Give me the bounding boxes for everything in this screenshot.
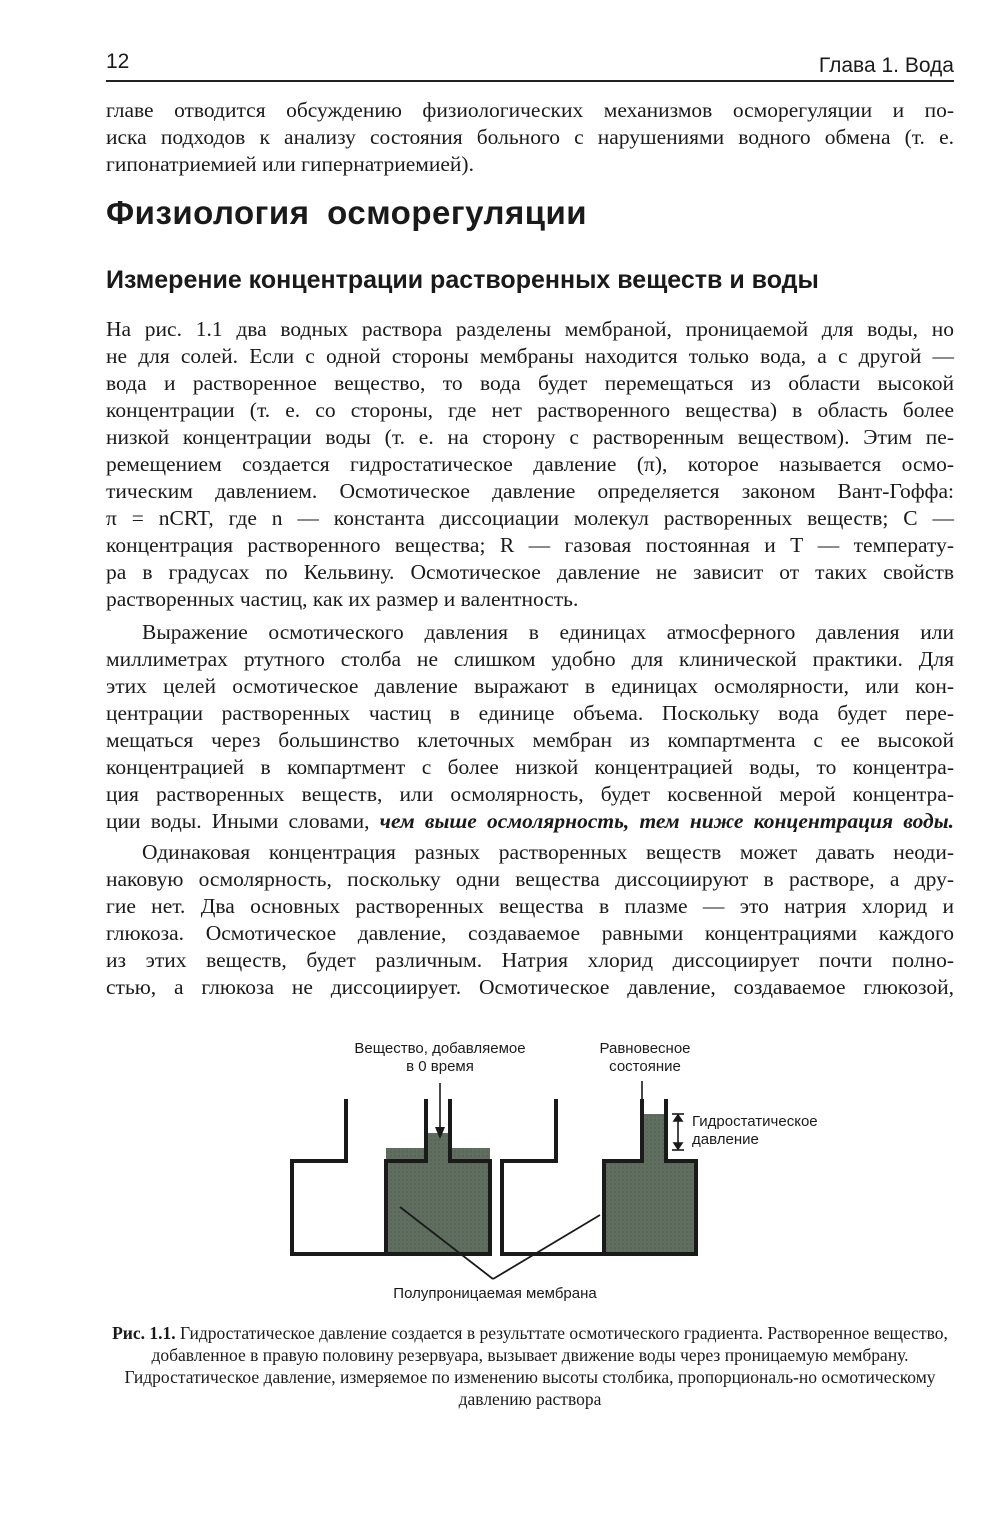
text-line: главе отводится обсуждению физиологических механизмов осморегуляции и по- — [106, 98, 954, 122]
subsection-title: Измерение концентрации растворенных веществ и воды — [106, 266, 819, 294]
reservoir-equilibrium — [502, 1099, 696, 1254]
text-line: мещаться через большинство клеточных мембран из компартмента с ее высокой — [106, 728, 954, 752]
text-line: этих целей осмотическое давление выражают в единицах осмолярности, или кон- — [106, 674, 954, 698]
text-line: гипонатриемией или гипернатриемией). — [106, 152, 474, 176]
label-membrane: Полупроницаемая мембрана — [393, 1285, 597, 1302]
arrow-added-substance — [435, 1083, 445, 1139]
text-line: На рис. 1.1 два водных раствора разделены мембраной, проницаемой для воды, но — [106, 317, 954, 341]
paragraph-2 — [106, 619, 954, 835]
solution-tube-equilibrium — [642, 1114, 666, 1163]
label-equilibrium — [580, 1040, 710, 1076]
label-line: давление — [692, 1131, 759, 1148]
text-line: глюкоза. Осмотическое давление, создаваемое равными концентрациями каждого — [106, 921, 954, 945]
label-added-substance — [330, 1040, 550, 1076]
text-line: растворенных частиц, как их размер и валентность. — [106, 587, 579, 611]
reservoir-initial — [292, 1099, 490, 1254]
label-line: Гидростатическое — [692, 1113, 818, 1130]
emphasis-text: чем выше осмолярность, тем ниже концентрация воды. — [379, 809, 954, 833]
solution-right-equilibrium — [604, 1161, 696, 1254]
text-line: не для солей. Если с одной стороны мембраны находится только вода, а с другой — — [106, 344, 954, 368]
text-line: низкой концентрации воды (т. е. на сторону с растворенным веществом). Этим пе- — [106, 425, 954, 449]
paragraph-1 — [106, 316, 954, 613]
caption-lead: Рис. 1.1. — [112, 1323, 176, 1343]
text-line: концентрации (т. е. со стороны, где нет растворенного вещества) в область более — [106, 398, 954, 422]
intro-paragraph — [106, 97, 954, 178]
hydrostatic-bracket — [672, 1114, 684, 1150]
osmosis-diagram — [290, 1035, 850, 1310]
text-line: вода и растворенное вещество, то вода будет перемещаться из области высокой — [106, 371, 954, 395]
label-line: Вещество, добавляемое — [354, 1040, 526, 1057]
text-line: иска подходов к анализу состояния больного с нарушениями водного обмена (т. е. — [106, 125, 954, 149]
text-line: тическим давлением. Осмотическое давление определяется законом Вант-Гоффа: — [106, 479, 954, 503]
text-line: наковую осмолярность, поскольку одни вещества диссоциируют в растворе, а дру- — [106, 867, 954, 891]
text-plain: ции воды. Иными словами, — [106, 809, 380, 833]
text-line: гие нет. Два основных растворенных вещества в плазме — это натрия хлорид и — [106, 894, 954, 918]
solution-tube-initial — [426, 1133, 450, 1150]
text-line: Выражение осмотического давления в единицах атмосферного давления или — [142, 620, 954, 644]
text-line: концентрация растворенного вещества; R — газовая постоянная и Т — температу- — [106, 533, 954, 557]
page-number: 12 — [106, 50, 130, 73]
text-line — [106, 808, 954, 835]
caption-text: Гидростатическое давление создается в результтате осмотического градиента. Растворенное вещество, добавленное в правую половину резервуара, вызывает движение воды через проницаемую мембрану. Гидростатическое давление, измеряемое по изменению высоты столбика, пропорциональ-но осмотическому давлению раствора — [124, 1323, 948, 1409]
chapter-title: Глава 1. Вода — [818, 54, 954, 77]
solution-right-initial — [386, 1148, 490, 1254]
text-line: ремещением создается гидростатическое давление (π), которое называется осмо- — [106, 452, 954, 476]
paragraph-3 — [106, 839, 954, 1001]
label-hydrostatic — [692, 1113, 842, 1149]
text-line: центрации растворенных частиц в единице объема. Поскольку вода будет пере- — [106, 701, 954, 725]
label-line: в 0 время — [406, 1058, 474, 1075]
text-line: ра в градусах по Кельвину. Осмотическое давление не зависит от таких свойств — [106, 560, 954, 584]
text-line: Одинаковая концентрация разных растворенных веществ может давать неоди- — [142, 840, 954, 864]
figure-osmosis — [290, 1035, 850, 1310]
text-line: миллиметрах ртутного столба не слишком удобно для клинической практики. Для — [106, 647, 954, 671]
label-line: Равновесное — [599, 1040, 691, 1057]
text-line: из этих веществ, будет различным. Натрия хлорид диссоциирует почти полно- — [106, 948, 954, 972]
text-line: стью, а глюкоза не диссоциирует. Осмотическое давление, создаваемое глюкозой, — [106, 975, 954, 999]
label-line: состояние — [609, 1058, 681, 1075]
section-title: Физиология осморегуляции — [106, 194, 588, 231]
figure-caption — [106, 1322, 954, 1410]
text-line: концентрацией в компартмент с более низкой концентрацией воды, то концентра- — [106, 755, 954, 779]
running-head — [106, 46, 954, 82]
text-line: π = nCRT, где n — константа диссоциации молекул растворенных веществ; С — — [106, 506, 954, 530]
text-line: ция растворенных веществ, или осмолярность, будет косвенной мерой концентра- — [106, 782, 954, 806]
